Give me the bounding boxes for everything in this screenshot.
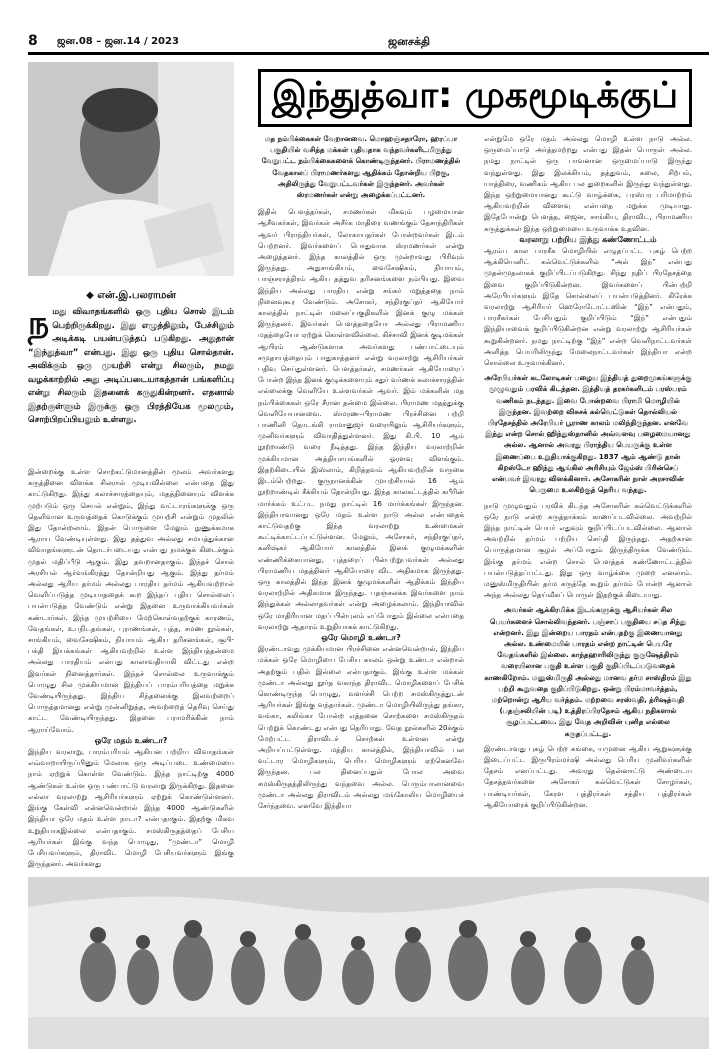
drop-cap: ந: [28, 303, 50, 342]
header-rule: [28, 52, 709, 55]
column-2-text: இதில் பௌத்தர்கள், சமணர்கள் மிகவும் பழமையான ஆசீவகர்கள், இவர்கள் அசீர்க மாதிரை வணங்கும் தேசாந்திரிகள் ஆவர் பிராந்தியர்கள், லோகாயதர்கள் போன்றவர்கள் இடம் பெற்றனர். இவர்களைப் பொதுவாக ஸ்ரமணர்கள் என்று அழைத்தனர். இந்த காலத்தில் ஒரு முன்றாவது பிரிவும் இருந்தது. அதுசாங்கியம், வைசேஷிகம், நியாயம், பாஞ்சராத்திரம் ஆகிய தத்துவ தரிசனங்களை நம்பியது. இவை இந்திய அல்லது பாரதிய என்று சங்கர் மறுத்ததை நாம் நினைவுகூர வேண்டும். அசோகர், சந்திரகுப்தர் ஆகியோர் காலத்தில் நாட்டின் மலைப்பகுதிகளில் இனக் குழு மக்கள் இருந்தனர். இவர்கள் பௌத்ததையோ அல்லது பிராமணிய மதத்தையோ ஏற்றுக் கொள்ளவில்லை. கிச்சாவி இனக் குடிமக்கள் ஆயிரம் ஆண்டுகளாக அவர்களது பண்பாட்டையும் சமுதாயத்தையும் பாதுகாத்தனர் என்று வரலாற்று ஆசிரியர்கள் பதிவு செய்துள்ளனர். பௌத்தர்கள், சமணர்கள் ஆகியோரைப் போன்ற இந்த இனக் குழுக்களையும் சதுர் வர்ணக் கலாச்சாரத்தின் எல்லைக்கு வெளியே உள்ளவர்கள் ஆவர். இம் மக்களின் மத நம்பிக்கைகள் ஒரே சீரான தன்மை இல்லை. பிராமண மதத்துக்கு வெளியேயானவை. ஸ்மரண–பிராமண பிரச்சினை பற்றி பாணினி தொடங்கி ராமானுஜர் வரையிலும் ஆசிரியர்களும், முனிவர்களும் விவாதித்துள்ளனர். இது கி.பி. 10 ஆம் நூற்றாண்டு வரை நீடித்தது. இந்த இந்திய வரலாற்றின் முக்கியமான அத்தியாயங்களில் ஓரளவு விளங்கும். இதற்கிடையில் இஸ்லாம், கிறித்தவம் ஆகியவற்றின் வருகை இடம்பெற்றது. குருநானக்கின் முயற்சியால் 16 ஆம் நூற்றாண்டில் சீக்கியம் தோன்றியது. இந்த காலகட்டத்தில் கபீரின் மார்க்கம் உட்பட நமது நாட்டில் 16 மார்க்கங்கள் இருந்தன. இந்தியாவானது ஒரே மதம் உள்ள நாடு அல்ல என்பதைக் காட்டுவதற்கு இந்த வரலாற்று உண்மைகள் கூட்டிக்காட்டப்பட்டுள்ளன. மேலும், அசோகர், சந்திரகுப்தர், கனிஷ்கர் ஆகியோர் காலத்தில் இனக் குழுமக்களின் எண்ணிக்கையானது, புத்தரைப் பின்பற்றுபவர்கள் அல்லது பிராமணிய மதத்தினர் ஆகியோரை விட அதிகமாக இருந்தது. ஒரு காலத்தில் இந்த இனக் குழுமக்களின் ஆதிக்கம் இந்திய வரலாற்றில் அதிகமாக இருந்தது. பதஞ்சலக்க இவர்களை நாம் இந்துக்கள் அல்லாதவர்கள் என்று அழைக்கலாம். இந்தியாவில் ஒரே மாதிரியான மதப் பின்புலம் எப்போதும் இல்லை என்பதை வரலாற்று ஆதாரம் உறுதியாகக் காட்டுகிறது.: [258, 207, 464, 631]
intro-text: மது விவாதங்களில் ஒரு புதிய சொல் இடம் பெற்றிருக்கிறது. இது எழுத்திலும், பேச்சிலும் அடிக்கடி பயன்படுத்தப் படுகிறது. அதுதான் “இந்துத்வா” என்பது. இது ஒரு புதிய சொல்தான். அவிக்கும் ஒரு முயற்சி என்று சிலரும், நமது வழக்காற்றில் அது அடிப்படையாகத்தான் பங்களிப்பு என்று சிலரும் இதனைக் கருதுகின்றனர். எதனால் இதற்குள்ளும் இருக்கு ஒரு பிரத்தியேக மூலமும், சொற்பிறப்பியலும் உள்ளது.: [28, 307, 234, 425]
author-byline: ◆ என்.இ.பலராமன்: [86, 290, 176, 301]
intro-paragraph: [28, 303, 234, 428]
author-photo: [28, 62, 234, 276]
column-3-text-3: நாடு முழுவதும் பரவிக் கிடந்த அசோகரின் கல்வெட்டுக்களில் ஒரே நாடு என்ற கருத்தாக்கம் காணப்படவில்லை. அவற்றில் இந்த நாட்டின் பெயர் எதுவும் குறிப்பிடப்படவில்லை. ஆனால் அவற்றில் தர்மம் பற்றிய செய்தி இருந்தது. அதற்கான பொருத்தமான சூழல் அப்போதும் இருந்திருக்க வேண்டும். இங்கு தர்மம் என்ற சொல் பௌத்தக் கண்ணோட்டத்தில் பயன்படுத்தப்பட்டது. இது ஒரு வாழ்க்கை முறை எனலாம். மனுஸ்மிருதியின் தர்ம கருத்தே கூறும் தர்மம் போன்ற ஆனால் அந்த அல்லது தெய்வீகப் பொருள் இதற்குக் கிடையாது.: [484, 500, 692, 600]
column-3-text: என்றுமே ஒரே மதம் அல்லது மொழி உள்ள நாடு அல்ல. ஒருமைப்பாடு அர்த்தமற்றது என்பது இதன் பொருள் அல்ல. நமது நாட்டில் ஒரு பாவனான ஒருமைப்பாடு இருந்து வந்துள்ளது. இது இலக்கியம், தத்துவம், கலை, சிற்பம், யாத்திரை, வணிகம் ஆகிய பல துறைகளில் இருந்து வந்துள்ளது. இந்த ஒற்றுமையானது கூட்டு வாழ்க்கை, பரஸ்பர பரிமாற்றம் ஆகியவற்றின் விளைவு என்பதை மறுக்க முடியாது. இதேபோன்று பௌத்த, ஜைன, சாங்கிய, திராவிட, பிராமணிய கருத்துக்கள் இந்த ஒற்றுமையை உருவாக்க உதவின.: [484, 134, 692, 233]
column-3-text-4: இரண்டாவது புகழ் பெற்ற கங்கை, யமுனை ஆகிய ஆறுகளுக்கு இடைப்பட்ட இருபிரம்மர்ஷி அல்லது பெரிய முனிவர்களின் தேசம் எனப்பட்டது. அவரது தென்னாட்டு அண்டைய தேசத்தவர்களை அசோகர் கல்வெட்டுகள் சோழர்கள், பாண்டியர்கள், கேரள புத்திரர்கள் சத்திய புத்திரர்கள் ஆகியோரைக் குறிப்பிடுகின்றன.: [484, 743, 692, 809]
column-2: [258, 133, 464, 869]
subheading-hindu-view: வரலாறு பற்றிய இந்து கண்ணோட்டம்: [519, 234, 657, 244]
column-2-highlight: மத நம்பிக்கைகள் வேறானவை. மொஹஞ்சதாரோ, ஹரப்பா பகுதியில் வசித்த மக்கள் புதியதாக வந்தவர்களிடமிருந்து வேறுபட்ட நம்பிக்கைகளைக் கொண்டிருந்தனர். பிராமணத்தில் வேதகாலப் பிராமணர்களது ஆதிக்கம் தோன்றிய பிறகு, அதிலிருந்து வேறுபட்டவர்கள் இருந்தனர். அவர்கள் ஸ்ரமணர்கள் என்று அழைக்கப்பட்டனர்.: [261, 134, 461, 200]
column-3-text-2: ஆரம்ப கால பாரசீக மொழியில் எழுதப்பட்ட புகழ் பெற்ற ஆக்கியெனிட் கல்வெட்டுக்களில் “அல் இந்” என்பது முதன்முதலாகக் குறிப்பிடப்படுகிறது. சிந்து நதிப் பிரதேசத்தை இவை குறிப்பிடுகின்றன. இவர்களைப் பின்பற்றி அரேபியர்களும் இதே சொல்லைப் பயன்படுத்தினர். கிரேக்க வரலாற்று ஆசிரியர் ஹெரோடோட்டஸின் “இந்” என்பதும், பாரசீகர்கள் பேசியதும் குறிப்பிடும் “இந்” என்பதும் இந்தியாவைக் குறிப்பிடுகின்றன என்று வரலாற்று ஆசிரியர்கள் கூறுகின்றனர். நமது நாட்டிற்கு “இந்” என்ற வெளிநாட்டவர்கள் அளித்த பெயரிலிருந்து மேலைநாட்டவர்கள் இந்தியா என்ற சொல்லை உருவாக்கினர்.: [484, 246, 692, 368]
column-3-highlight-2: அவர்கள் ஆக்கிரமிக்க இடங்களுக்கு ஆசியர்கள் சில பெயர்களைச் சொல்லிவந்தனர். பஞ்சாப் பகுதியை சப்த சிந்து என்றனர். இது இன்றைய பாரதம் என்பதற்கு இணையானது அல்ல. உண்மையில் பாரதம் என்ற நாட்டின் பெயரே வேதங்களில் இல்லை. காந்தஹாரிலிருந்து குருஷேத்திரம் வரையிலான பகுதி உள்ள பகுதி குறிப்பிடப்படுவதைக் காணகிறோம். மனுஸ்மிருதி அல்லது மானவ தர்ம சாஸ்திரம் இது பற்றி கூறுவதை குறிப்பிடுகிறது. ஒன்று பிரம்மாவர்த்தம், மற்றொன்று ஆரிய வர்த்தம். மற்றவை சரஸ்வதி, த்ரிஷத்வதி (பதஞ்சலியின் படி) உத்திரப்பிரதேசம் ஆகிய நதிகளால் சூழப்பட்டவை. இது வேத அறிவின் புனித எல்லை கருதப்பட்டது.: [484, 605, 692, 738]
publication-name: ஜனசக்தி: [388, 35, 430, 48]
column-3-highlight: அரேபியர்கள் கடலோடிகள் பழைய இந்தியத் துறைமுகங்களுக்கு முழுவதும் பரவிக் கிடந்தன. இந்தியத் தரகர்களிடம் பரஸ்பரம் வணிகம் நடந்தது. இவை போன்றவை பிராமி மொழியில் இருந்தன. இவற்றை விசுசக் கல்வெட்டுகள் தொல்லியல் பிரதேசத்தில் அரேபியர் பூராண காலம் மலிந்திருந்தன. எனவே இந்து என்ற சொல் ஹிந்துஸ்தானில் அவ்வளவு பழைமையானது அல்ல. ஆனால் அவரது பிராந்திய பெயருக்கு உள்ள இணைப்பை உறுதியாக்குகிறது. 1837 ஆம் ஆண்டு தான் கிறஸ்டோ ஹிந்து ஆங்கில அரிசியும் ஜேம்ஸ் பிரின்செப் என்பவர் இவரது விளக்கினார். அசோகரின் நாள் அரசாவின் பெருமை உலகிற்குத் தெரிய வந்தது.: [484, 373, 692, 495]
subheading-one-language: ஒரே மொழி உண்டா?: [321, 632, 401, 642]
page-header: [0, 0, 709, 60]
column-3: [484, 133, 692, 869]
column-1: [28, 466, 234, 868]
page-number: 8: [28, 33, 38, 49]
column-2-text-2: இரண்டாவது முக்கியமான பிரச்சினை என்னவென்றால், இந்திய மக்கள் ஒரே மொழியை பேசிய காலம் ஒன்று உண்டா என்றால் அதற்கும் பதில் இல்லை என்பதாகும். இங்கு உள்ள மக்கள் முண்டா அல்லது நூர்த வகாந்த திராவிட மொழிகளைப் பேசிக் கொண்டிருந்த பொழுது, வளர்ச்சி பெற்ற சமஸ்கிருத்துடன் ஆரியர்கள் இங்கு வந்தார்கள். முண்டா மொழியிலிருந்து தங்கா, வங்கா, கலிங்கா போன்ற எத்தனை சொற்களை சமஸ்கிருதம் பெற்றுக் கொண்டது என்பது தெரியாது. வேத நூல்களில் 20க்கும் மேற்பட்ட திராவிடச் சொற்கள் உள்ளன என்று அறியப்பட்டுள்ளது. மத்திய காலத்தில், இந்தியாவில் பல வட்டார மொழிகளும், பெரிய மொழிகளும் ஏற்கெனவே இருந்தன. பல தினைப்பதுள் போல அவை சமஸ்கிருதத்திலிருந்து வந்தவை அல்ல. பெரும்பாலானவை முண்டா அல்லது திராவிடம் அல்லது மங்கோலிய மொழியைச் சேர்ந்தவை. எனவே இந்தியா: [258, 644, 464, 810]
subheading-one-religion: ஒரே மதம் உண்டா?: [94, 735, 168, 745]
migration-illustration: [28, 877, 709, 1049]
column-1-text-2: இந்திய வரலாறு, பாரம்பரியம் ஆகியன பற்றிய விவாதங்கள் எவ்வாறாயிருப்பினும் மேலாக ஒரு அடிப்படை உண்மையை நாம் ஏற்றுக் கொள்ள வேண்டும். இந்த நாட்டிற்கு 4000 ஆண்டுகள் உள்ள ஒரு பண்பாட்டு வரலாறு இருக்கிறது. இதனை எல்லா வரலாற்று ஆசிரியர்களும் ஏற்றுக் கொண்டுள்ளனர். இங்கு கேள்வி என்னவென்றால் இந்த 4000 ஆண்டுகளில் இந்தியா ஒரே மதம் உள்ள நாடா? என்பதாகும். இதற்கு மிகவ உறுதியாகஇல்லை என்பதாகும். சமஸ்கிருதத்தைப் பேசிய ஆரியர்கள் இங்கு வந்த பொழுது, “முண்டா” மொழி பேசியவர்களும், திராவிட மொழி பேசியவர்களும் இங்கு இருந்தனர். அவர்களது: [28, 747, 234, 868]
issue-date: ஜன.08 – ஜன.14 / 2023: [57, 36, 179, 47]
article-headline: இந்துத்வா: முகமூடிக்குப்: [258, 69, 692, 127]
column-1-text: இன்றைக்கு உள்ள சொற்கட்டுமானத்தின் மூலம் அவர்களது கருத்தினை விளக்க சிலரால் முடியவில்லை என்பதை இது காட்டுகிறது. இந்து கலாச்சாரத்தையும், மதத்தினையும் விளக்க முற்படும் ஒரு செயல் என்றும், இந்து வட்டாரங்களுக்கு ஒரு தெளிவான உருவத்தைக் கொடுக்கும் முயற்சி என்றும் முதலில் இது தோன்றலாம். இதன் பொருளை மேலும் நுணுக்கமாக ஆராய வேண்டியுள்ளது. இது தத்துவ அல்லது சமயத்துக்கான விவாதங்களுடன் தொடர்படையது என்பது நமக்குக் கிடைக்கும் முதல் மதிப்பீடு ஆகும். இது தவறானதாகும். இந்தச் சொல் அரசியல் ஆர்வங்கிரத்து தோன்றியது ஆகும். இந்து தர்மம் அல்லது ஆரிய தர்மம் அல்லது பாரதிய தர்மம் ஆகியவற்றால் வெளிப்படுத்த முடியாததைக் கூற இந்தப் புதிய சொல்லைப் பயன்படுத்த வேண்டும் என்று இதனை உருவாக்கியவர்கள் கண்டார்கள். இந்த முயற்சியை மேற்கொள்வதற்குக் காரணம், வேதங்கள், உபநிடதங்கள், புராணங்கள், புத்த, சமண நூல்கள், சாங்கியம், வைசேஷிகம், நியாயம் ஆகிய தரிசனங்கள், சூபி-பக்தி இயக்கங்கள் ஆகியவற்றில் உள்ள இந்தியத்தன்மை அல்லது பாரதியம் என்பது காலாவதியாகி விட்டது என்ற இவர்கள் நினைத்தார்கள். இந்தச் சொல்லை உருவாக்கும் பொழுது சில முக்கியமான இந்தியப் பாரம்பரியத்தை மறுக்க வேண்டியிருந்தது. இந்திய சிந்தனைக்கு இலவற்றைப் பொருத்தமானது என்று முன்னிறுத்த, அவற்றைத் தெரிவு செய்து காட்ட வேண்டியிருந்தது. இதனை பராமரிக்கின் நாம் ஆராய்வோம்.: [28, 467, 234, 734]
